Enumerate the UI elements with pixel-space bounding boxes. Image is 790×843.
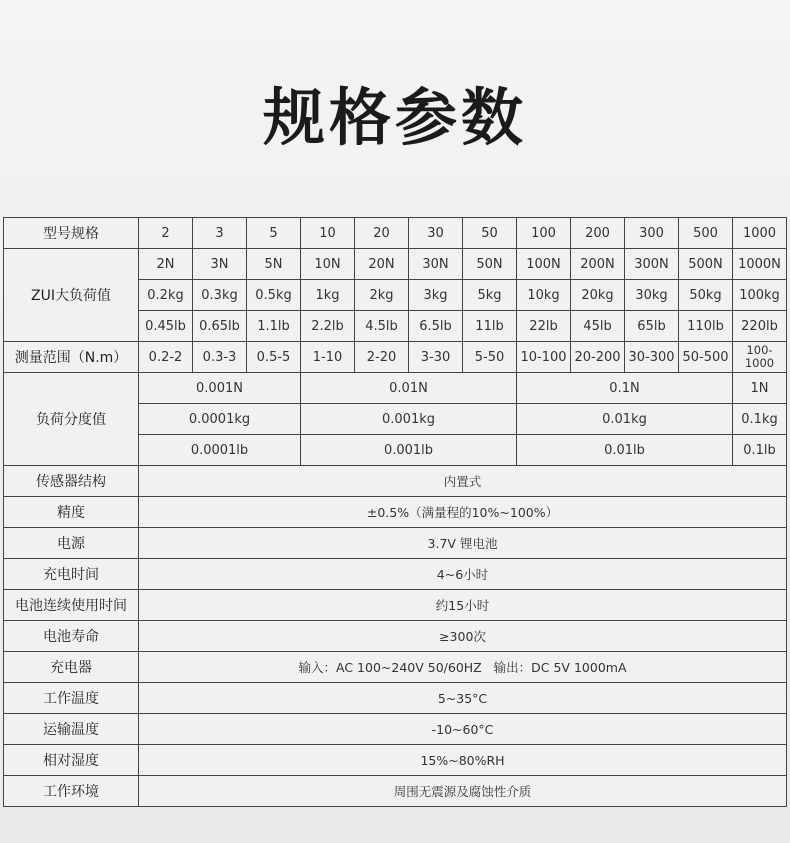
spec-row-label: 充电器	[4, 652, 139, 683]
spec-row	[4, 652, 787, 683]
max-load-cell: 0.45lb	[139, 311, 193, 342]
max-load-cell: 3N	[193, 249, 247, 280]
range-cell: 5-50	[463, 342, 517, 373]
max-load-cell: 2N	[139, 249, 193, 280]
max-load-cell: 100N	[517, 249, 571, 280]
spec-row-label: 工作环境	[4, 776, 139, 807]
range-row	[4, 342, 787, 373]
max-load-cell: 2kg	[355, 280, 409, 311]
max-load-cell: 4.5lb	[355, 311, 409, 342]
model-label: 型号规格	[4, 218, 139, 249]
model-cell: 30	[409, 218, 463, 249]
model-row	[4, 218, 787, 249]
max-load-cell: 20kg	[571, 280, 625, 311]
division-cell: 0.001N	[139, 373, 301, 404]
spec-row-label: 工作温度	[4, 683, 139, 714]
max-load-cell: 50kg	[679, 280, 733, 311]
max-load-cell: 45lb	[571, 311, 625, 342]
page-title: 规格参数	[262, 81, 527, 154]
max-load-cell: 200N	[571, 249, 625, 280]
max-load-cell: 30kg	[625, 280, 679, 311]
division-cell: 0.001lb	[301, 435, 517, 466]
range-cell: 3-30	[409, 342, 463, 373]
range-cell: 0.3-3	[193, 342, 247, 373]
max-load-cell: 30N	[409, 249, 463, 280]
model-cell: 20	[355, 218, 409, 249]
division-cell: 0.01kg	[517, 404, 733, 435]
spec-row-label: 充电时间	[4, 559, 139, 590]
model-cell: 300	[625, 218, 679, 249]
spec-row	[4, 466, 787, 497]
spec-row-value: ≥300次	[139, 621, 787, 652]
max-load-cell: 0.65lb	[193, 311, 247, 342]
max-load-cell: 10N	[301, 249, 355, 280]
max-load-cell: 10kg	[517, 280, 571, 311]
max-load-cell: 300N	[625, 249, 679, 280]
division-cell: 0.0001kg	[139, 404, 301, 435]
model-cell: 5	[247, 218, 301, 249]
model-cell: 200	[571, 218, 625, 249]
spec-row-label: 电池寿命	[4, 621, 139, 652]
division-cell: 0.1kg	[733, 404, 787, 435]
range-cell: 30-300	[625, 342, 679, 373]
spec-row-label: 精度	[4, 497, 139, 528]
spec-row	[4, 559, 787, 590]
spec-row-label: 相对湿度	[4, 745, 139, 776]
division-cell: 0.001kg	[301, 404, 517, 435]
max-load-cell: 110lb	[679, 311, 733, 342]
range-cell: 20-200	[571, 342, 625, 373]
division-n-row	[4, 373, 787, 404]
spec-row	[4, 683, 787, 714]
max-load-cell: 22lb	[517, 311, 571, 342]
division-cell: 0.1lb	[733, 435, 787, 466]
model-cell: 500	[679, 218, 733, 249]
max-load-cell: 1.1lb	[247, 311, 301, 342]
range-cell: 50-500	[679, 342, 733, 373]
range-cell: 0.5-5	[247, 342, 301, 373]
model-cell: 3	[193, 218, 247, 249]
model-cell: 10	[301, 218, 355, 249]
spec-row-value: -10~60°C	[139, 714, 787, 745]
division-cell: 0.0001lb	[139, 435, 301, 466]
max-load-cell: 0.2kg	[139, 280, 193, 311]
max-load-cell: 5kg	[463, 280, 517, 311]
spec-table	[3, 217, 787, 807]
max-load-cell: 220lb	[733, 311, 787, 342]
max-load-cell: 11lb	[463, 311, 517, 342]
max-load-n-row	[4, 249, 787, 280]
spec-row-value: 约15小时	[139, 590, 787, 621]
max-load-cell: 20N	[355, 249, 409, 280]
model-cell: 100	[517, 218, 571, 249]
max-load-cell: 1kg	[301, 280, 355, 311]
spec-row	[4, 776, 787, 807]
spec-row-label: 电池连续使用时间	[4, 590, 139, 621]
max-load-cell: 1000N	[733, 249, 787, 280]
spec-row-value: 3.7V 锂电池	[139, 528, 787, 559]
spec-row-value: ±0.5%（满量程的10%~100%）	[139, 497, 787, 528]
model-cell: 2	[139, 218, 193, 249]
spec-row	[4, 497, 787, 528]
spec-row-label: 电源	[4, 528, 139, 559]
division-cell: 0.01N	[301, 373, 517, 404]
division-cell: 0.1N	[517, 373, 733, 404]
spec-row-value: 5~35°C	[139, 683, 787, 714]
spec-row-value: 4~6小时	[139, 559, 787, 590]
range-cell: 1-10	[301, 342, 355, 373]
max-load-cell: 50N	[463, 249, 517, 280]
max-load-cell: 2.2lb	[301, 311, 355, 342]
spec-row	[4, 714, 787, 745]
spec-row-value: 周围无震源及腐蚀性介质	[139, 776, 787, 807]
max-load-cell: 0.5kg	[247, 280, 301, 311]
max-load-cell: 500N	[679, 249, 733, 280]
model-cell: 1000	[733, 218, 787, 249]
spec-row-label: 传感器结构	[4, 466, 139, 497]
range-cell: 100- 1000	[733, 342, 787, 373]
range-cell: 10-100	[517, 342, 571, 373]
spec-row	[4, 621, 787, 652]
range-label: 测量范围（N.m）	[4, 342, 139, 373]
max-load-cell: 0.3kg	[193, 280, 247, 311]
max-load-cell: 65lb	[625, 311, 679, 342]
spec-row-value: 内置式	[139, 466, 787, 497]
division-label: 负荷分度值	[4, 373, 139, 466]
spec-row-label: 运输温度	[4, 714, 139, 745]
spec-row	[4, 528, 787, 559]
max-load-label: ZUI大负荷值	[4, 249, 139, 342]
spec-row	[4, 590, 787, 621]
max-load-cell: 3kg	[409, 280, 463, 311]
spec-row-value: 输入：AC 100~240V 50/60HZ 输出：DC 5V 1000mA	[139, 652, 787, 683]
max-load-cell: 6.5lb	[409, 311, 463, 342]
model-cell: 50	[463, 218, 517, 249]
division-cell: 1N	[733, 373, 787, 404]
max-load-cell: 5N	[247, 249, 301, 280]
spec-row-value: 15%~80%RH	[139, 745, 787, 776]
spec-row	[4, 745, 787, 776]
range-cell: 0.2-2	[139, 342, 193, 373]
range-cell: 2-20	[355, 342, 409, 373]
division-cell: 0.01lb	[517, 435, 733, 466]
max-load-cell: 100kg	[733, 280, 787, 311]
